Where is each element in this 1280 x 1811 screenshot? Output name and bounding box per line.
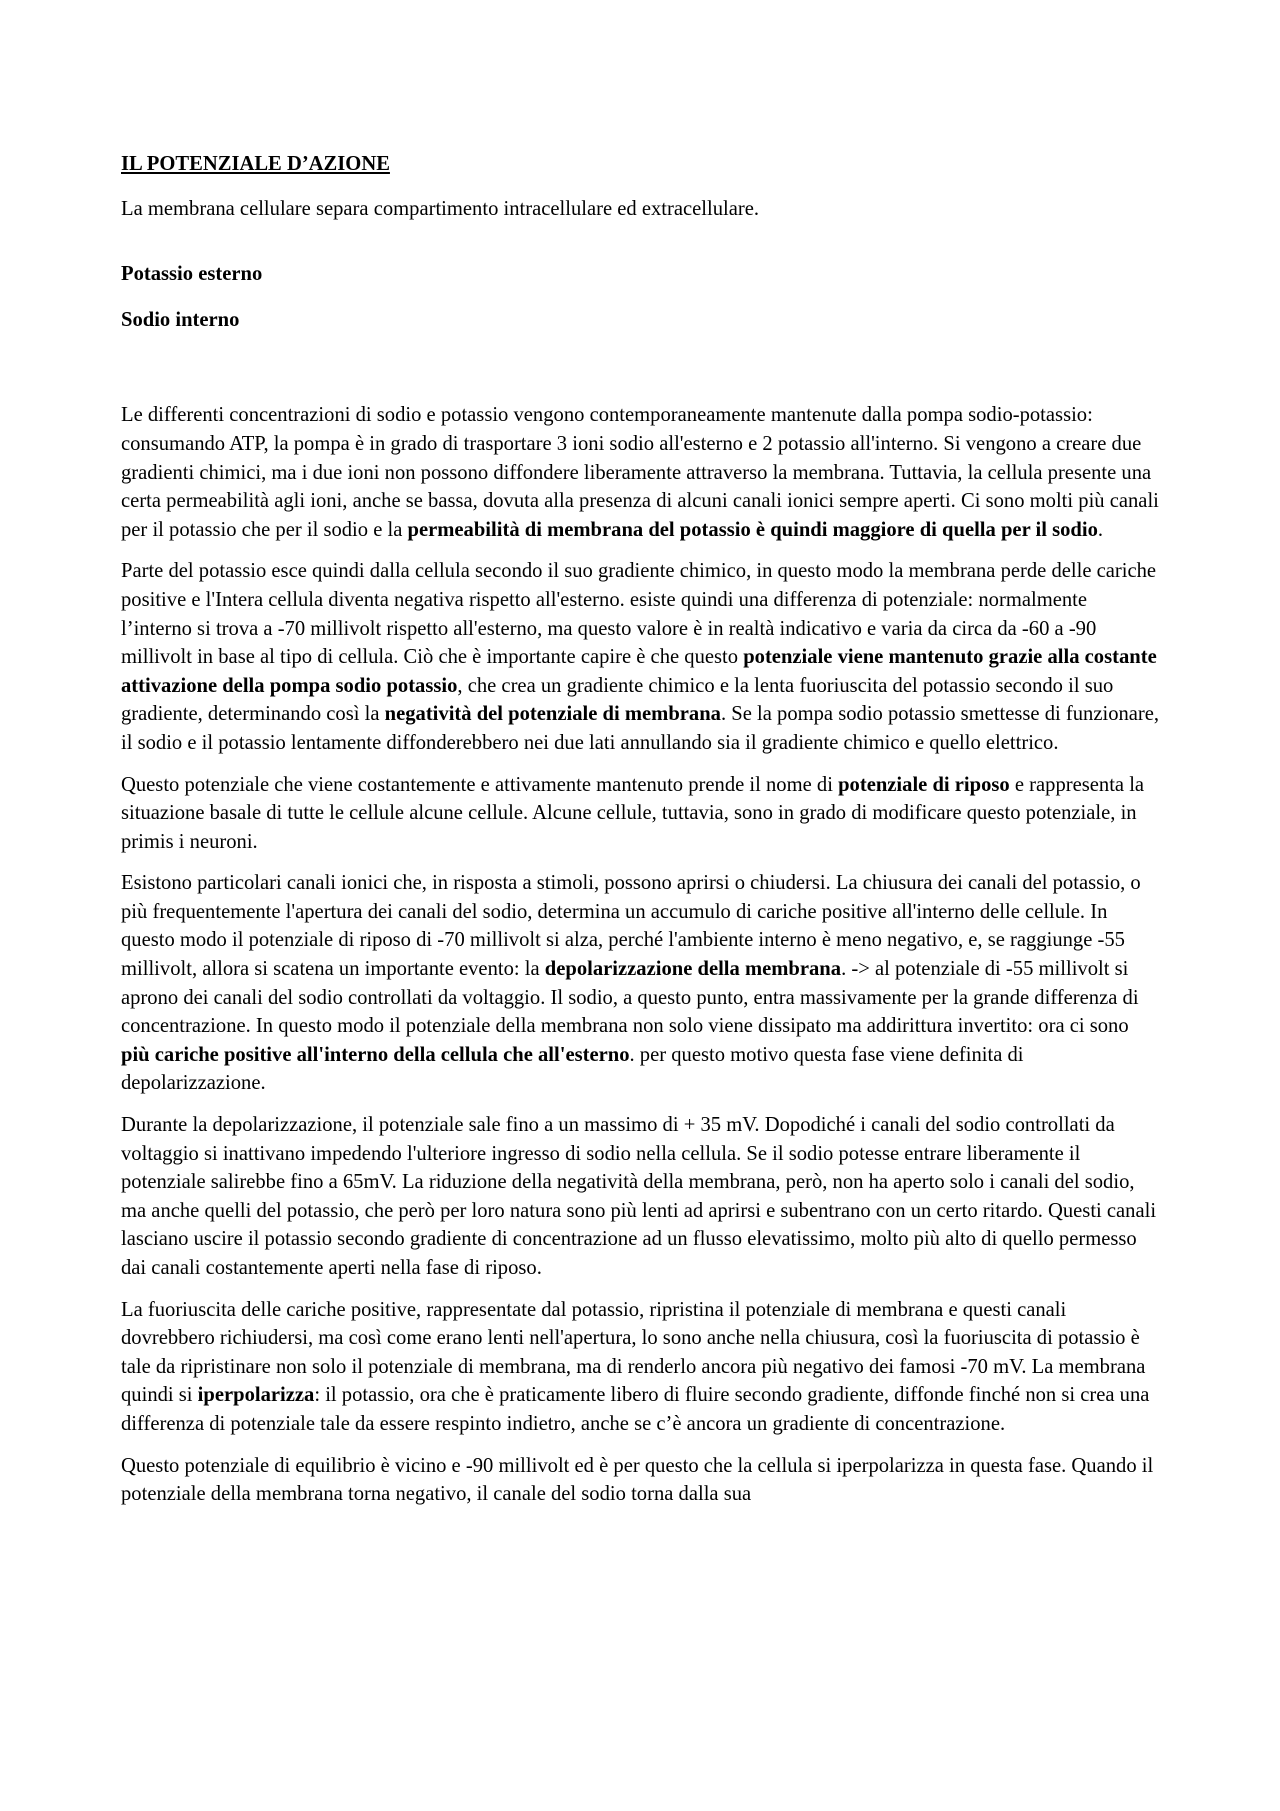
bold-run: depolarizzazione della membrana <box>544 958 842 981</box>
text-run: : il potassio, ora che è praticamente libero di fluire secondo gradiente, diffonde finché non si crea una differenza di potenziale tale da essere respinto indietro, anche se c’è ancora un gradiente di concentrazione. <box>121 1384 1150 1435</box>
paragraph-differenza-potenziale <box>121 557 1161 757</box>
text-run: . per questo motivo questa fase viene definita di depolarizzazione. <box>121 1043 1024 1095</box>
bold-run: potenziale di riposo <box>838 773 1010 796</box>
bold-run: iperpolarizza <box>197 1384 315 1407</box>
text-run: Parte del potassio esce quindi dalla cellula secondo il suo gradiente chimico, in questo modo la membrana perde delle cariche positive e l'Intera cellula diventa negativa rispetto all'esterno. esiste quindi una differenza di potenziale: normalmente l’interno si trova a -70 millivolt rispetto all'esterno, ma questo valore è in realtà indicativo e varia da circa da -60 a -90 millivolt in base al tipo di cellula. Ciò che è importante capire è che questo <box>121 560 1157 669</box>
paragraph-potenziale-riposo <box>121 771 1161 857</box>
paragraph-iperpolarizzazione <box>121 1296 1161 1439</box>
paragraph-pompa-sodio-potassio <box>121 401 1161 544</box>
subhead-potassio-esterno: Potassio esterno <box>121 263 263 286</box>
paragraph-equilibrio <box>121 1452 1161 1509</box>
bold-run: più cariche positive all'interno della cellula che all'esterno <box>121 1043 630 1066</box>
text-run: La fuoriuscita delle cariche positive, rappresentate dal potassio, ripristina il potenziale di membrana e questi canali dovrebbero richiudersi, ma così come erano lenti nell'apertura, lo sono anche nella chiusura, così la fuoriuscita di potassio è tale da ripristinare non solo il potenziale di membrana, ma di renderlo ancora più negativo dei famosi -70 mV. La membrana quindi si <box>121 1298 1146 1407</box>
text-run: Le differenti concentrazioni di sodio e potassio vengono contemporaneamente mantenute dalla pompa sodio-potassio: consumando ATP, la pompa è in grado di trasportare 3 ioni sodio all'esterno e 2 potassio all'interno. Si vengono a creare due gradienti chimici, ma i due ioni non possono diffondere liberamente attraverso la membrana. Tuttavia, la cellula presente una certa permeabilità agli ioni, anche se bassa, dovuta alla presenza di alcuni canali ionici sempre aperti. Ci sono molti più canali per il potassio che per il sodio e la <box>121 404 1159 541</box>
text-run: . <box>1097 518 1104 541</box>
paragraph-depolarizzazione <box>121 869 1161 1098</box>
text-run: Durante la depolarizzazione, il potenziale sale fino a un massimo di + 35 mV. Dopodiché i canali del sodio controllati da voltaggio si inattivano impedendo l'ulteriore ingresso di sodio nella cellula. Se il sodio potesse entrare liberamente il potenziale salirebbe fino a 65mV. La riduzione della negatività della membrana, però, non ha aperto solo i canali del sodio, ma anche quelli del potassio, che però per loro natura sono più lenti ad aprirsi e subentrano con un certo ritardo. Questi canali lasciano uscire il potassio secondo gradiente di concentrazione ad un flusso elevatissimo, molto più alto di quello permesso dai canali costantemente aperti nella fase di riposo. <box>121 1114 1157 1279</box>
text-run: . Se la pompa sodio potassio smettesse di funzionare, il sodio e il potassio lentamente diffonderebbero nei due lati annullando sia il gradiente chimico e quello elettrico. <box>121 703 1160 754</box>
document-title: IL POTENZIALE D’AZIONE <box>121 153 390 175</box>
document-page <box>121 150 1161 1509</box>
text-run: e rappresenta la situazione basale di tutte le cellule alcune cellule. Alcune cellule, tuttavia, sono in grado di modificare questo potenziale, in primis i neuroni. <box>121 773 1145 853</box>
bold-run: potenziale viene mantenuto grazie alla costante attivazione della pompa sodio potassio <box>121 646 1157 697</box>
text-run: , che crea un gradiente chimico e la lenta fuoriuscita del potassio secondo il suo gradiente, determinando così la <box>121 674 1114 726</box>
text-run: Questo potenziale di equilibrio è vicino e -90 millivolt ed è per questo che la cellula si iperpolarizza in questa fase. Quando il potenziale della membrana torna negativo, il canale del sodio torna dalla sua <box>121 1454 1154 1506</box>
bold-run: negatività del potenziale di membrana <box>384 703 721 726</box>
paragraph-massimo-potenziale <box>121 1111 1161 1283</box>
subhead-sodio-interno: Sodio interno <box>121 308 240 331</box>
text-run: Questo potenziale che viene costantemente e attivamente mantenuto prende il nome di <box>121 773 839 796</box>
intro-paragraph: La membrana cellulare separa compartimento intracellulare ed extracellulare. <box>121 197 760 220</box>
bold-run: permeabilità di membrana del potassio è quindi maggiore di quella per il sodio <box>407 518 1098 541</box>
text-run: . -> al potenziale di -55 millivolt si aprono dei canali del sodio controllati da voltaggio. Il sodio, a questo punto, entra massivamente per la grande differenza di concentrazione. In questo modo il potenziale della membrana non solo viene dissipato ma addirittura invertito: ora ci sono <box>121 958 1139 1038</box>
text-run: Esistono particolari canali ionici che, in risposta a stimoli, possono aprirsi o chiudersi. La chiusura dei canali del potassio, o più frequentemente l'apertura dei canali del sodio, determina un accumulo di cariche positive all'interno delle cellule. In questo modo il potenziale di riposo di -70 millivolt si alza, perché l'ambiente interno è meno negativo, e, se raggiunge -55 millivolt, allora si scatena un importante evento: la <box>121 872 1141 981</box>
